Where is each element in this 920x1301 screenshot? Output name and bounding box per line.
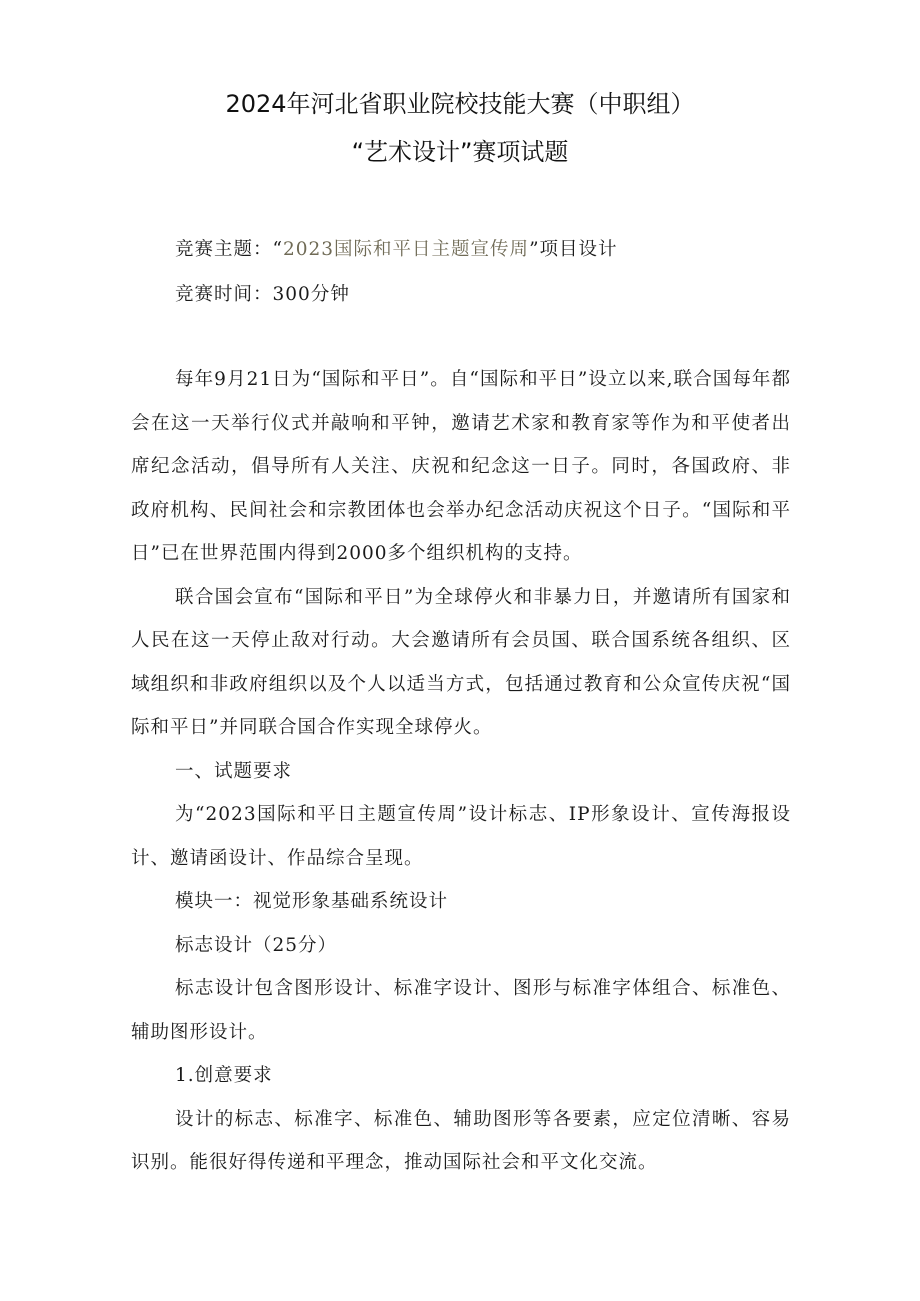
subheading-logo-design: 标志设计（25分） <box>175 934 338 956</box>
item-heading-creative: 1.创意要求 <box>175 1065 273 1086</box>
document-body <box>131 358 791 1185</box>
theme-value: 2023国际和平日主题宣传周 <box>282 239 530 260</box>
theme-suffix: ”项目设计 <box>529 239 618 260</box>
theme-label: 竞赛主题：“ <box>175 239 283 260</box>
paragraph-logo-contents: 标志设计包含图形设计、标准字设计、图形与标准字体组合、标准色、辅助图形设计。 <box>131 978 791 1043</box>
section-heading-requirements: 一、试题要求 <box>175 760 293 782</box>
document-title-line2: “艺术设计”赛项试题 <box>351 138 569 166</box>
competition-time <box>175 280 350 306</box>
competition-theme <box>175 235 618 261</box>
paragraph-creative-requirements: 设计的标志、标准字、标准色、辅助图形等各要素，应定位清晰、容易识别。能很好得传递和平理念，推动国际社会和平文化交流。 <box>131 1108 791 1173</box>
time-value: 300分钟 <box>272 284 350 305</box>
paragraph-peace-day-intro: 每年9月21日为“国际和平日”。自“国际和平日”设立以来,联合国每年都会在这一天举行仪式并敲响和平钟，邀请艺术家和教育家等作为和平使者出席纪念活动，倡导所有人关注、庆祝和纪念这一日子。同时，各国政府、非政府机构、民间社会和宗教团体也会举办纪念活动庆祝这个日子。“国际和平日”已在世界范围内得到2000多个组织机构的支持。 <box>131 369 791 564</box>
document-title-line1: 2024年河北省职业院校技能大赛（中职组） <box>225 90 695 118</box>
paragraph-ceasefire: 联合国会宣布“国际和平日”为全球停火和非暴力日，并邀请所有国家和人民在这一天停止敌对行动。大会邀请所有会员国、联合国系统各组织、区域组织和非政府组织以及个人以适当方式，包括通过教育和公众宣传庆祝“国际和平日”并同联合国合作实现全球停火。 <box>131 586 791 738</box>
time-label: 竞赛时间： <box>175 284 273 305</box>
module-heading-visual-identity: 模块一：视觉形象基础系统设计 <box>175 891 449 912</box>
paragraph-design-tasks: 为“2023国际和平日主题宣传周”设计标志、IP形象设计、宣传海报设计、邀请函设计、作品综合呈现。 <box>131 804 791 869</box>
